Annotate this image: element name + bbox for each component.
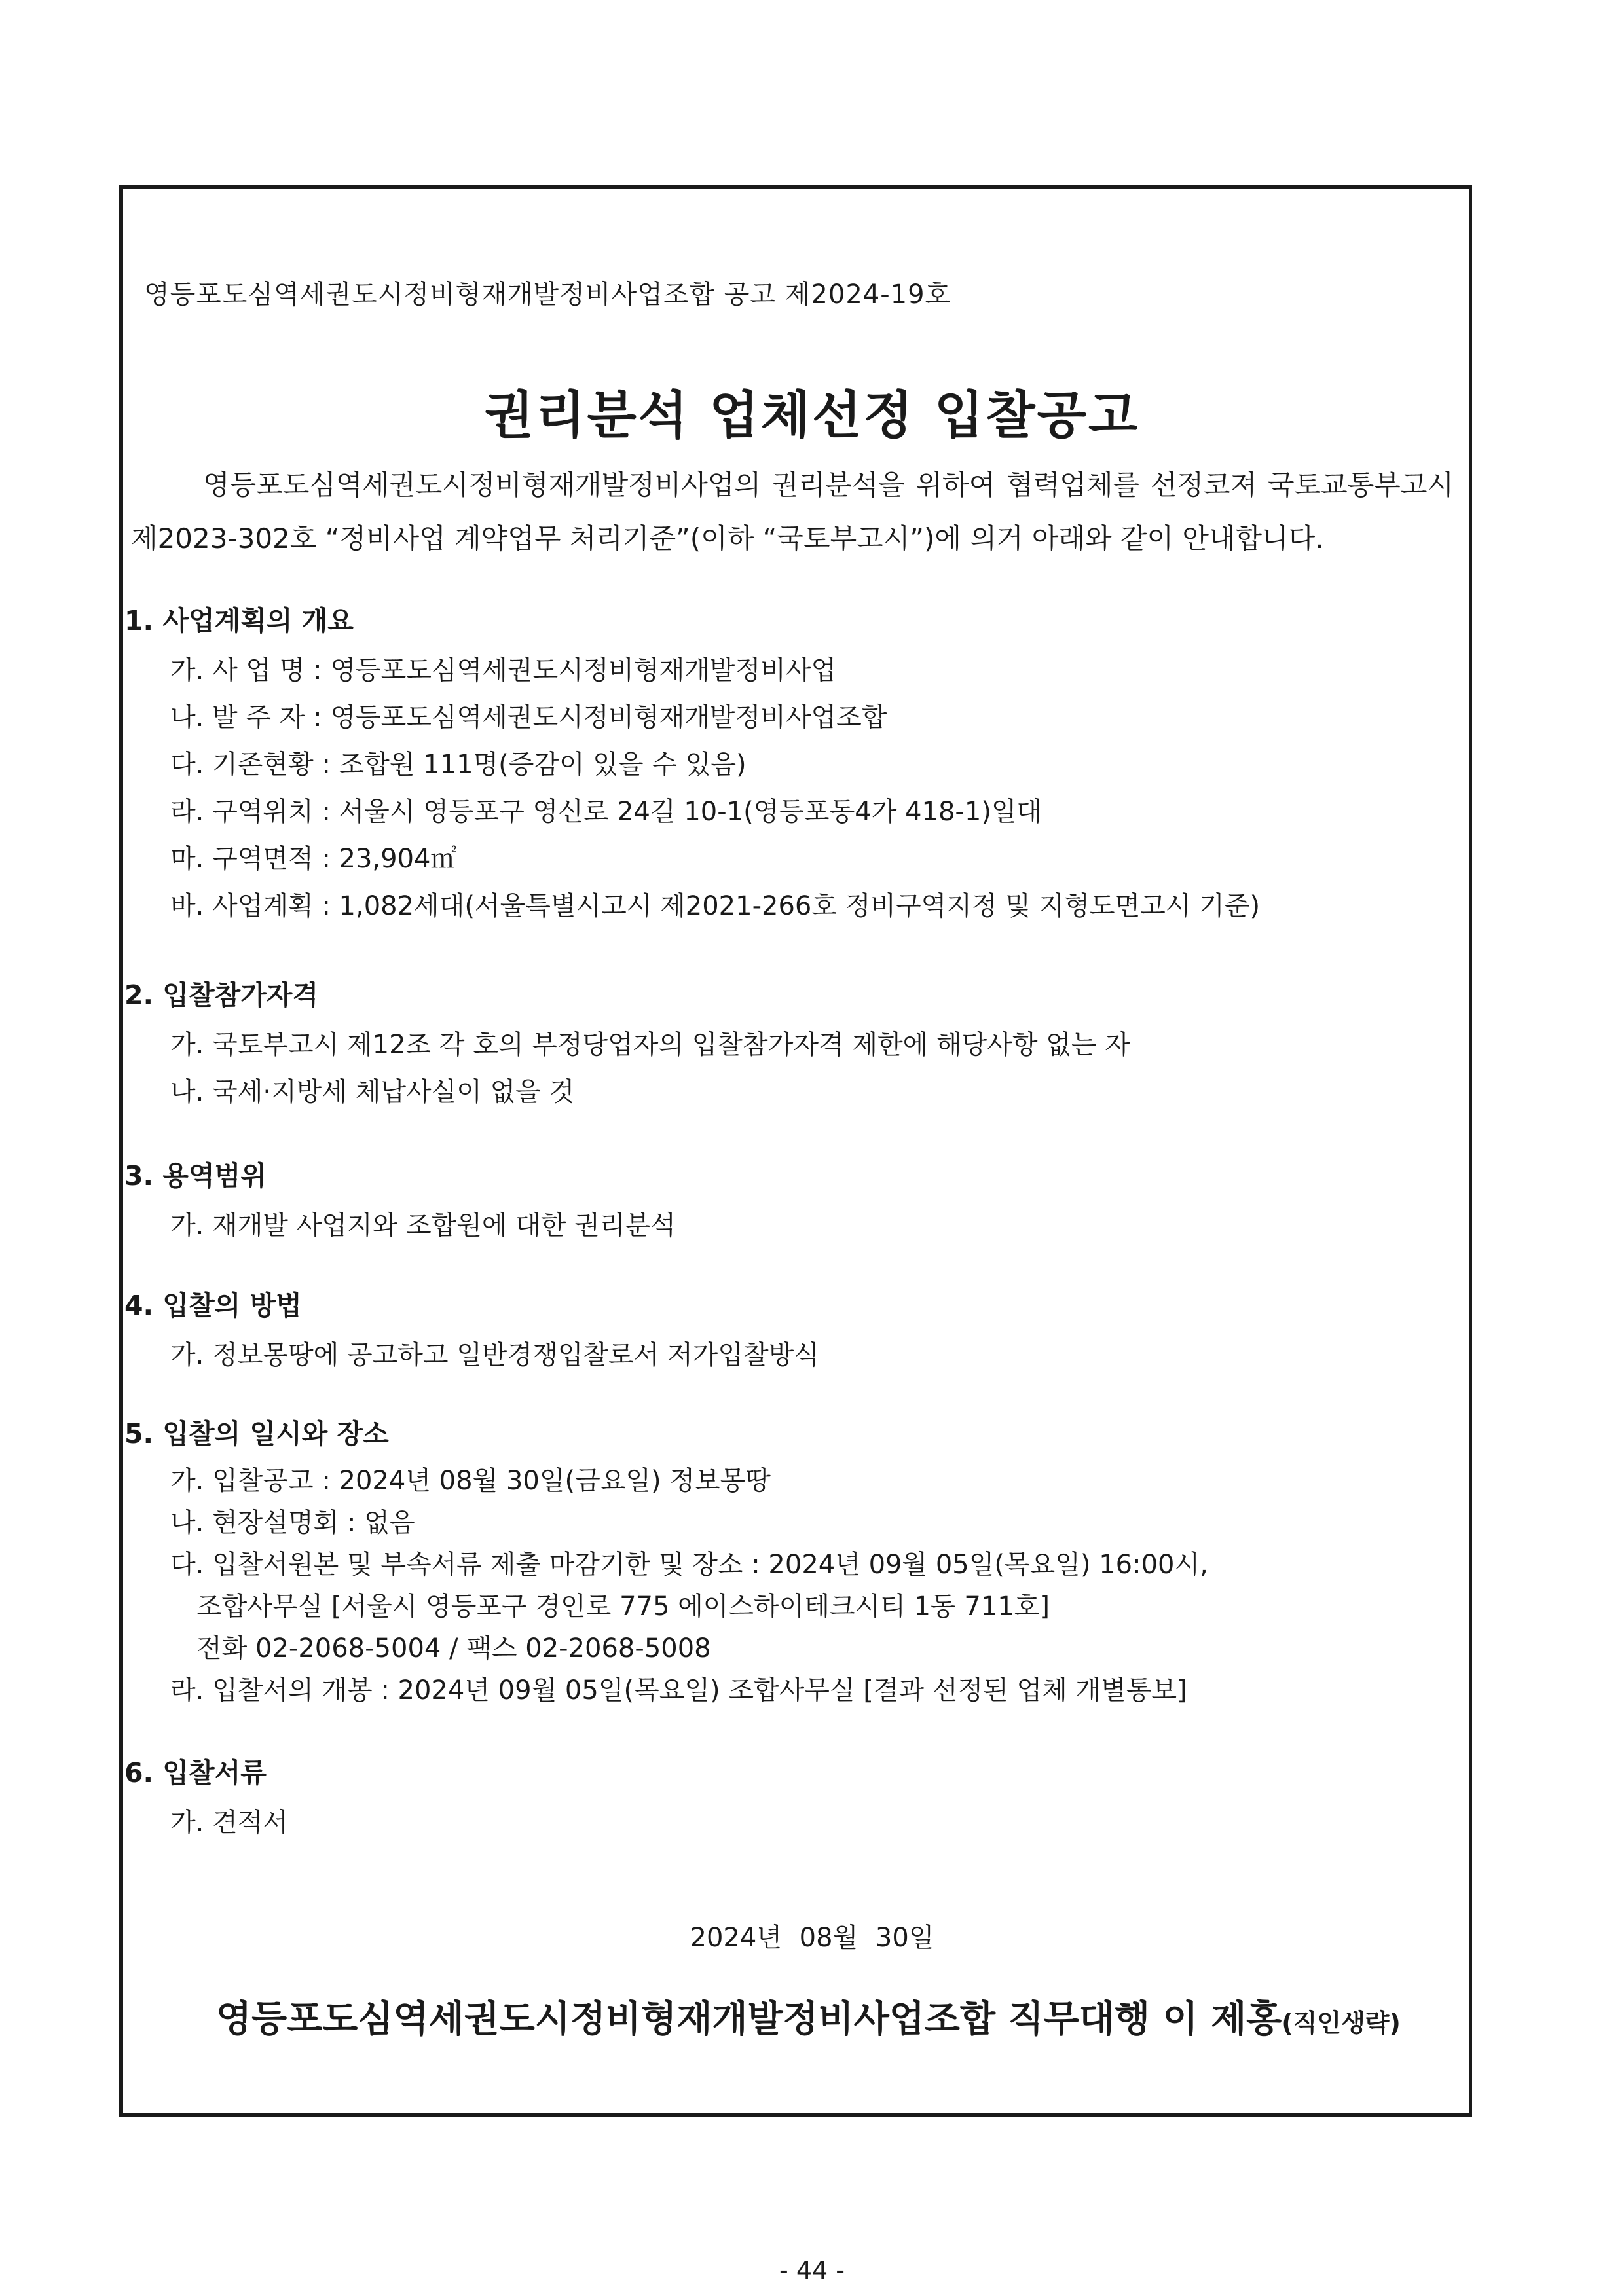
list-item: 나. 국세·지방세 체납사실이 없을 것: [170, 1077, 575, 1107]
seal-omitted-note: (직인생략): [1282, 2009, 1401, 2037]
section-heading: 5. 입찰의 일시와 장소: [124, 1418, 389, 1449]
list-item: 라. 구역위치 : 서울시 영등포구 영신로 24길 10-1(영등포동4가 418-1)일대: [170, 797, 1043, 827]
list-item: 다. 기존현황 : 조합원 111명(증감이 있을 수 있음): [170, 750, 747, 780]
section-schedule-place: [124, 1415, 1454, 1711]
intro-paragraph: 영등포도심역세권도시정비형재개발정비사업의 권리분석을 위하여 협력업체를 선정코져 국토교통부고시 제2023-302호 “정비사업 계약업무 처리기준”(이하 “국토부고시”)에 의거 아래와 같이 안내합니다.: [131, 469, 1454, 555]
section-bid-documents: [124, 1755, 1454, 1846]
page-number: - 44 -: [779, 2256, 845, 2285]
section-project-overview: [124, 602, 1454, 930]
section-heading: 1. 사업계획의 개요: [124, 605, 354, 636]
list-item: 라. 입찰서의 개봉 : 2024년 09월 05일(목요일) 조합사무실 [결과 선정된 업체 개별통보]: [170, 1675, 1187, 1705]
section-eligibility: [124, 977, 1454, 1116]
list-item: 가. 견적서: [170, 1808, 288, 1838]
list-item: 가. 정보몽땅에 공고하고 일반경쟁입찰로서 저가입찰방식: [170, 1340, 819, 1370]
section-heading: 4. 입찰의 방법: [124, 1290, 302, 1321]
list-item: 마. 구역면적 : 23,904㎡: [170, 844, 457, 874]
notice-number: 영등포도심역세권도시정비형재개발정비사업조합 공고 제2024-19호: [144, 280, 951, 310]
section-bidding-method: [124, 1287, 1454, 1379]
signature-name: 영등포도심역세권도시정비형재개발정비사업조합 직무대행 이 제홍: [216, 1998, 1282, 2041]
document-title: 권리분석 업체선정 입찰공고: [484, 386, 1140, 445]
signature-line: [216, 1990, 1460, 2043]
list-item: 나. 발 주 자 : 영등포도심역세권도시정비형재개발정비사업조합: [170, 702, 887, 733]
section-heading: 2. 입찰참가자격: [124, 979, 319, 1011]
list-item: 가. 국토부고시 제12조 각 호의 부정당업자의 입찰참가자격 제한에 해당사항 없는 자: [170, 1030, 1130, 1060]
list-item-continuation: 전화 02-2068-5004 / 팩스 02-2068-5008: [196, 1633, 711, 1664]
list-item: 나. 현장설명회 : 없음: [170, 1508, 415, 1538]
list-item: 가. 재개발 사업지와 조합원에 대한 권리분석: [170, 1211, 676, 1241]
section-heading: 3. 용역범위: [124, 1160, 267, 1192]
list-item: 가. 입찰공고 : 2024년 08월 30일(금요일) 정보몽땅: [170, 1466, 771, 1496]
list-item-continuation: 조합사무실 [서울시 영등포구 경인로 775 에이스하이테크시티 1동 711호]: [196, 1592, 1050, 1622]
section-heading: 6. 입찰서류: [124, 1757, 267, 1789]
list-item: 바. 사업계획 : 1,082세대(서울특별시고시 제2021-266호 정비구역지정 및 지형도면고시 기준): [170, 891, 1261, 921]
notice-date: 2024년 08월 30일: [690, 1923, 934, 1953]
section-scope: [124, 1157, 1454, 1249]
list-item: 다. 입찰서원본 및 부속서류 제출 마감기한 및 장소 : 2024년 09월 05일(목요일) 16:00시,: [170, 1550, 1208, 1580]
list-item: 가. 사 업 명 : 영등포도심역세권도시정비형재개발정비사업: [170, 655, 837, 685]
